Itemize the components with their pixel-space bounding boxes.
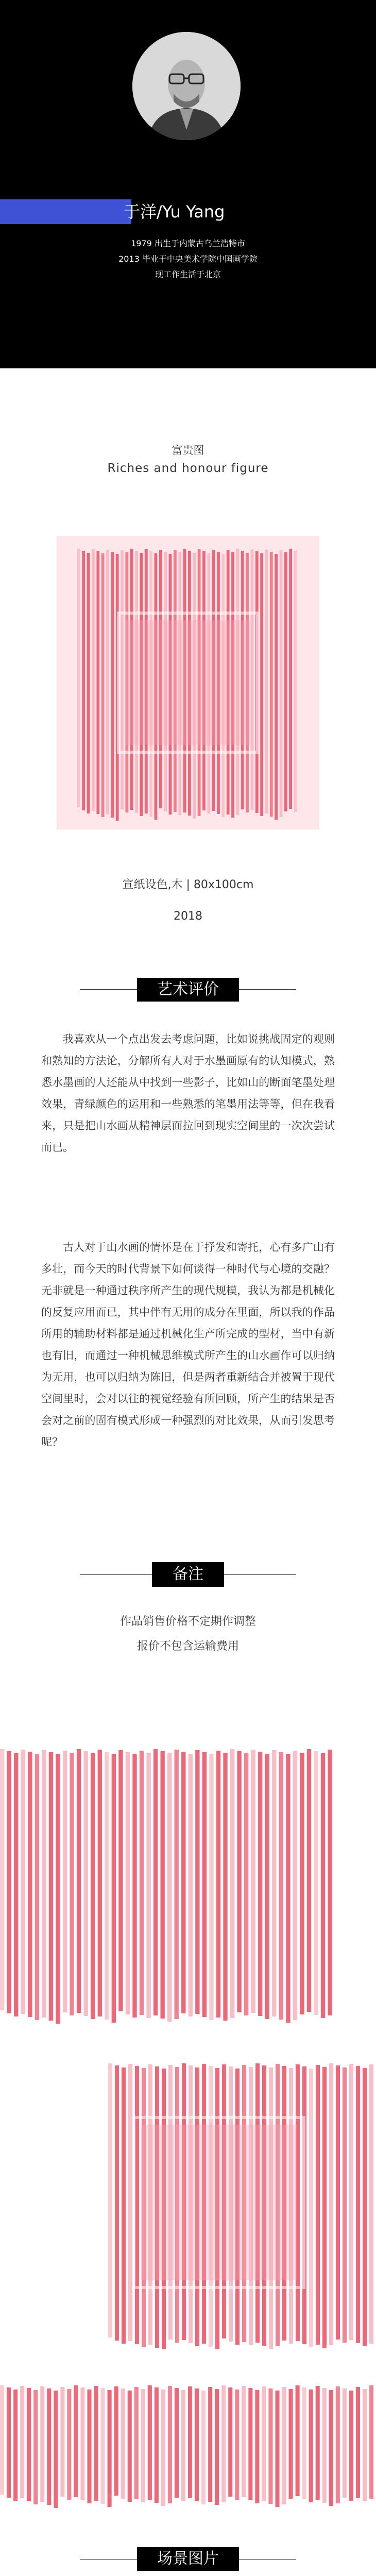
name-accent-bar xyxy=(0,199,131,224)
bio-line-1: 1979 出生于内蒙古乌兰浩特市 xyxy=(131,239,245,248)
artwork-image xyxy=(57,536,319,829)
detail-image-2 xyxy=(108,2061,376,2349)
artist-name: 于洋/Yu Yang xyxy=(124,202,225,222)
artist-portrait-icon xyxy=(132,32,241,140)
bio-line-2: 2013 毕业于中央美术学院中国画学院 xyxy=(118,254,258,264)
artwork-title-cn: 富贵图 xyxy=(172,444,204,456)
artwork-title-en: Riches and honour figure xyxy=(107,462,269,475)
notes-heading: 备注 xyxy=(152,1562,224,1587)
bio-line-3: 现工作生活于北京 xyxy=(155,269,221,279)
artist-header xyxy=(0,0,376,368)
detail-image-3 xyxy=(0,2378,376,2512)
scene-heading: 场景图片 xyxy=(137,2547,239,2571)
detail-image-1 xyxy=(0,1741,335,2027)
review-heading: 艺术评价 xyxy=(137,978,239,1002)
artwork-year: 2018 xyxy=(174,910,202,923)
note-line-2: 报价不包含运输费用 xyxy=(136,1640,239,1653)
review-paragraph-1: 我喜欢从一个点出发去考虑问题，比如说挑战固定的观则和熟知的方法论，分解所有人对于水墨画原有的认知模式，熟悉水墨画的人还能从中找到一些影子，比如山的断面笔墨处理效果，青绿颜色的运用和一些熟悉的笔墨用法等等，但在我看来，只是把山水画从精神层面拉回到现实空间里的一次次尝试而已。 xyxy=(41,1033,335,1154)
artwork-medium-size: 宣纸设色,木 | 80x100cm xyxy=(122,878,254,891)
note-line-1: 作品销售价格不定期作调整 xyxy=(119,1615,256,1628)
review-paragraph-2: 古人对于山水画的情怀是在于抒发和寄托，心有多广山有多壮，而今天的时代背景下如何谈得一种时代与心境的交融？无非就是一种通过秩序所产生的现代规模，我认为都是机械化的反复应用而已，其中伴有无用的成分在里面，所以我的作品所用的辅助材料都是通过机械化生产所完成的型材，当中有新也有旧，而通过一种机械思维模式所产生的山水画作可以归纳为无用，也可以归纳为陈旧，但是两者重新结合并被置于现代空间里时，会对以往的视觉经验有所回顾，所产生的结果是否会对之前的固有模式形成一种强烈的对比效果，从而引发思考呢？ xyxy=(41,1241,335,1448)
artist-avatar xyxy=(132,32,241,140)
